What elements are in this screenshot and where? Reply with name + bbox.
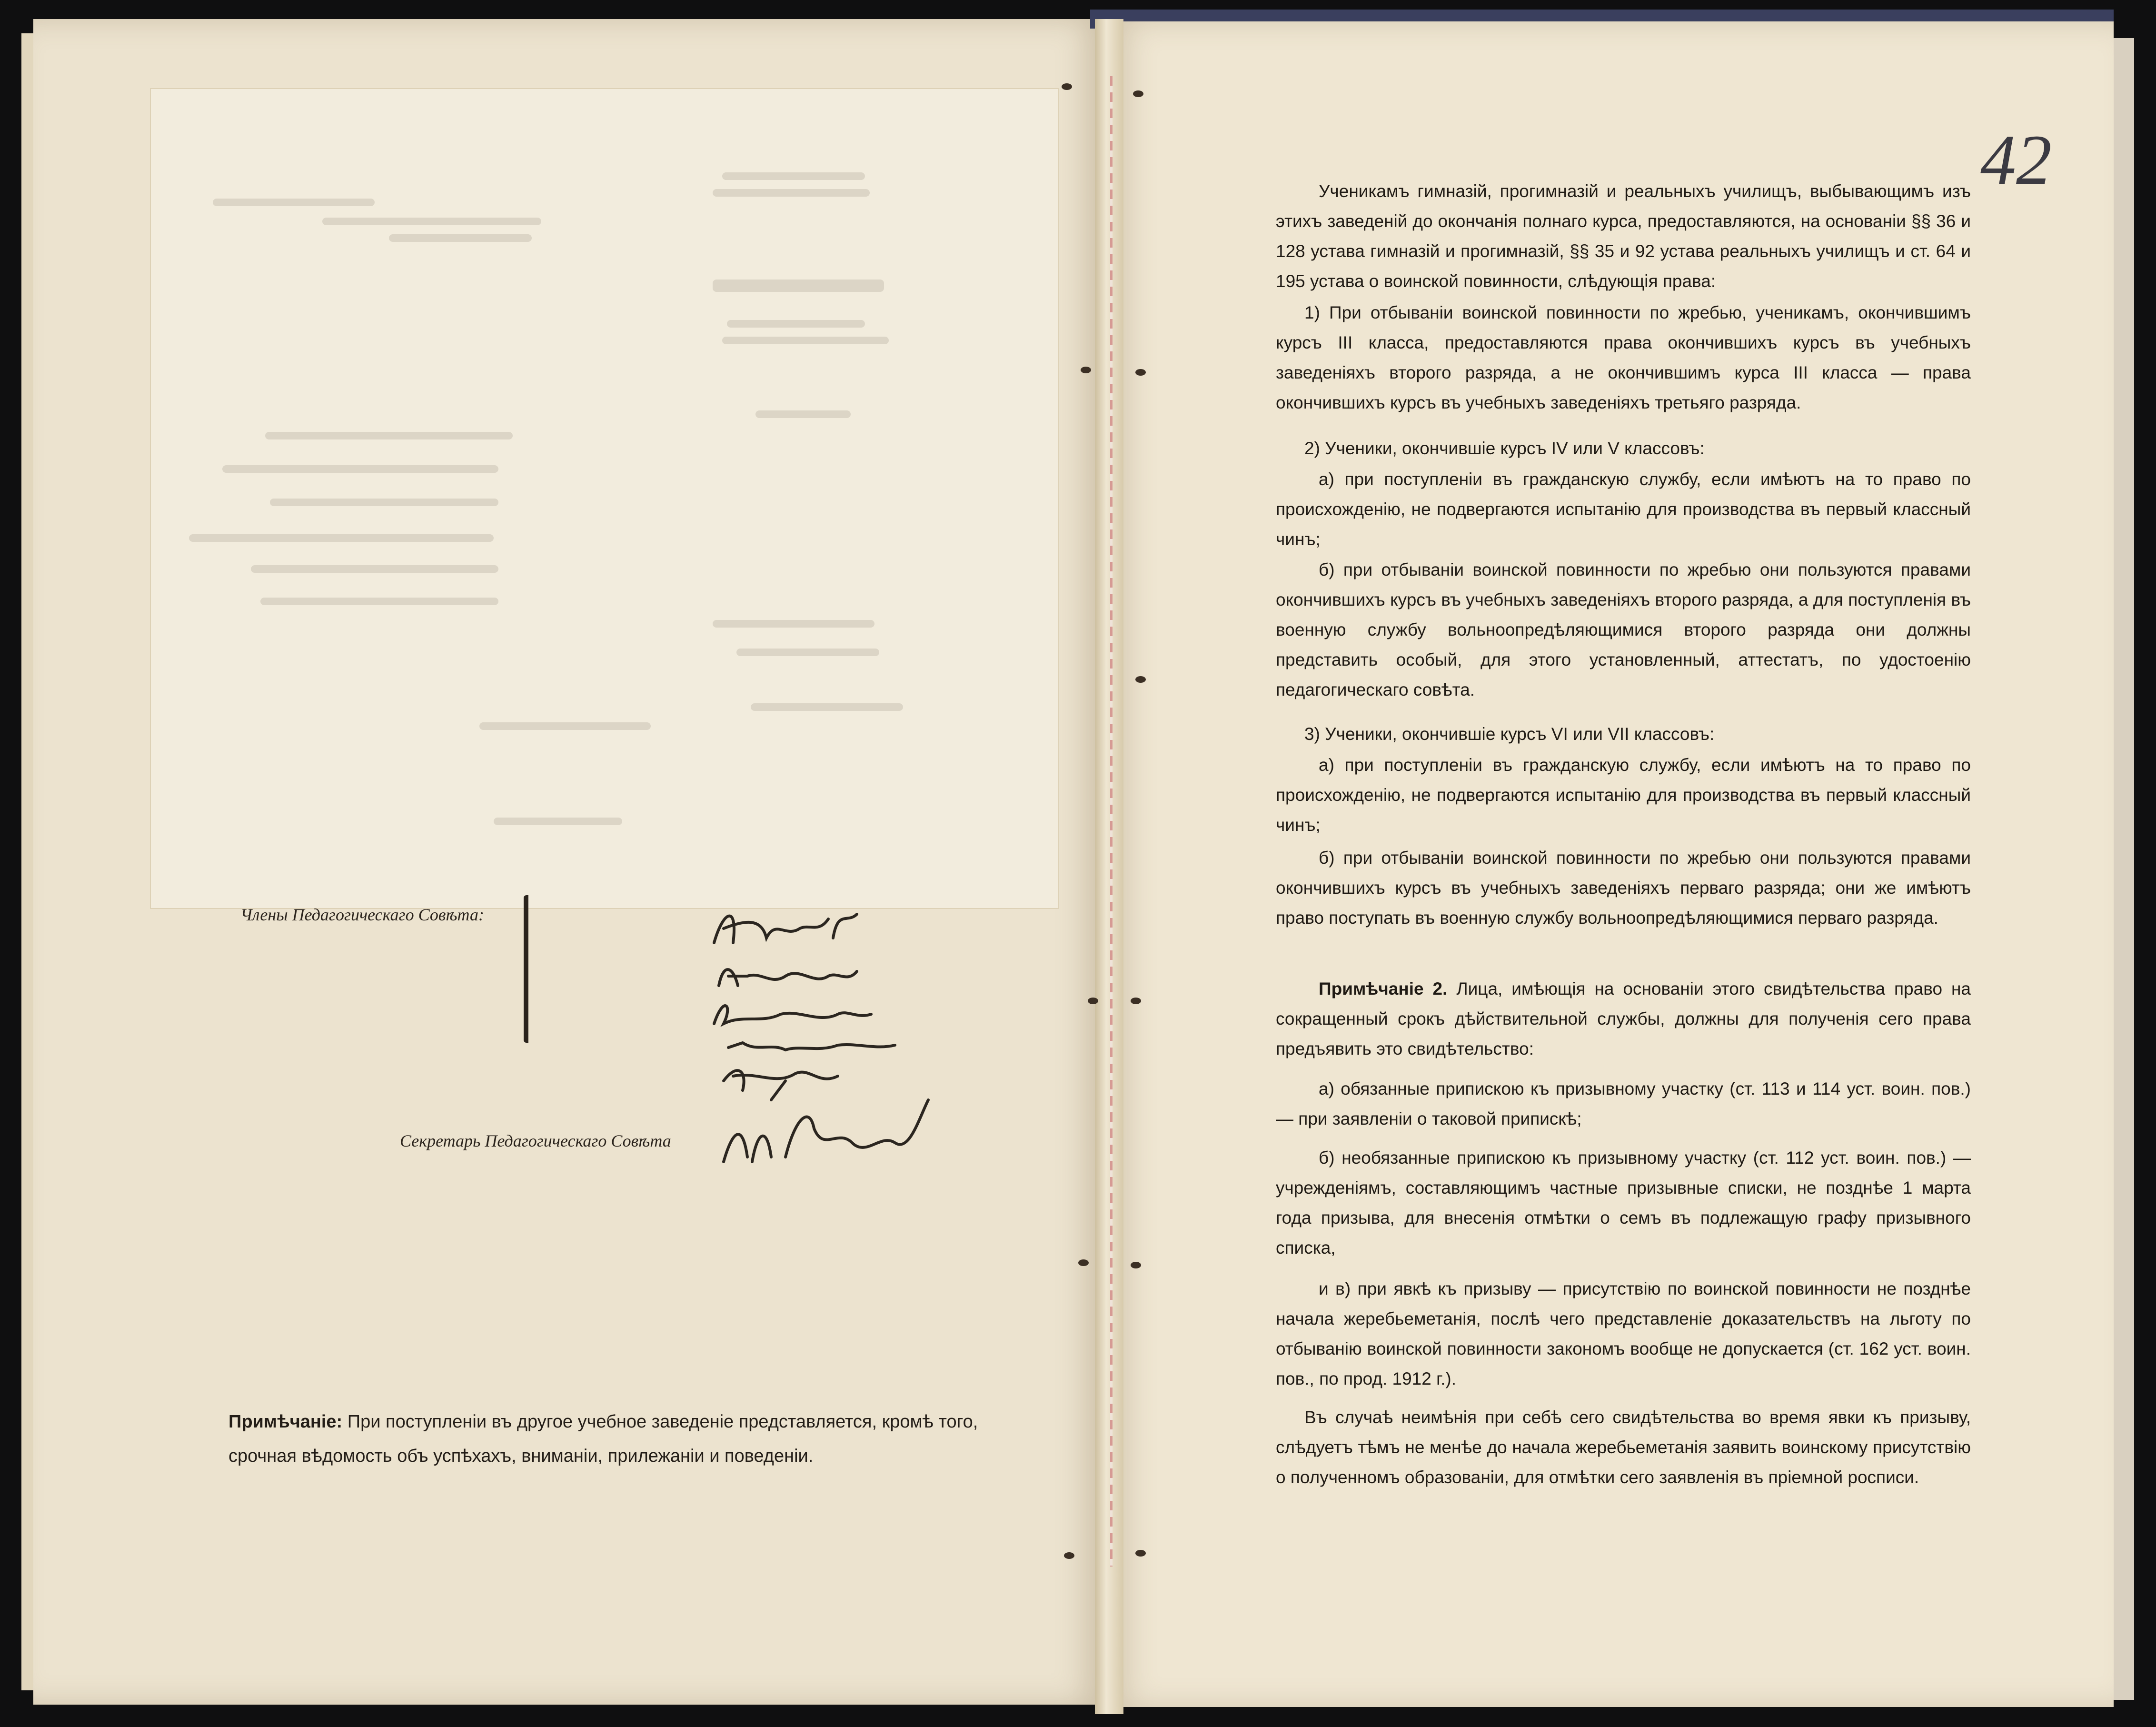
council-signatures <box>705 900 943 1109</box>
note-2b: б) необязанные припискою къ призывному участку (ст. 112 уст. воин. пов.) — учрежденіямъ, составляющимъ частные призывные списки, не позднѣе 1 марта года призыва, для внесенія отмѣтки о семъ въ подлежащую графу призывного списка, <box>1276 1148 1971 1258</box>
show-through-letter <box>150 88 1059 909</box>
binding-hole <box>1078 1259 1089 1266</box>
binding-hole <box>1131 1262 1141 1268</box>
note-2-text: Лица, имѣющія на основаніи этого свидѣтельства право на сокращенный срокъ дѣйствительной службы, должны для полученія сего права предъявить это свидѣтельство: <box>1276 979 1971 1058</box>
page-number: 42 <box>1980 120 2052 200</box>
left-page-note <box>229 1405 990 1473</box>
rights-paragraph-2a: а) при поступленіи въ гражданскую службу, если имѣютъ на то право по происхожденію, не подвергаются испытанію для производства въ первый классный чинъ; <box>1276 469 1971 549</box>
rights-paragraph-3-heading: 3) Ученики, окончившіе курсъ VI или VII классовъ: <box>1304 724 1715 744</box>
note-label: Примѣчаніе: <box>229 1412 343 1432</box>
binding-hole <box>1133 90 1143 97</box>
note-text: При поступленіи въ другое учебное заведеніе представляется, кромѣ того, срочная вѣдомость объ успѣхахъ, вниманіи, прилежаніи и поведеніи. <box>229 1412 978 1466</box>
rights-intro-paragraph: Ученикамъ гимназій, прогимназій и реальныхъ училищъ, выбывающимъ изъ этихъ заведеній до окончанія полнаго курса, предоставляются, на основаніи §§ 36 и 128 устава гимназій и прогимназій, §§ 35 и 92 устава реальныхъ училищъ и ст. 64 и 195 устава о воинской повинности, слѣдующія права: <box>1276 181 1971 291</box>
note-2c: и в) при явкѣ къ призыву — присутствію по воинской повинности не позднѣе начала жеребьеметанія, послѣ чего представленіе доказательствъ на льготу по отбыванію воинской повинности закономъ вообще не допускается (ст. 162 уст. воин. пов., по прод. 1912 г.). <box>1276 1279 1971 1388</box>
binding-hole <box>1135 369 1146 376</box>
note-2-paragraph <box>1276 974 1971 1064</box>
binding-hole <box>1135 1550 1146 1557</box>
rights-paragraph-2-heading: 2) Ученики, окончившіе курсъ IV или V классовъ: <box>1304 439 1705 458</box>
rights-paragraph-1: 1) При отбываніи воинской повинности по жребью, ученикамъ, окончившимъ курсъ III класса, предоставляются права окончившихъ курсъ въ учебныхъ заведеніяхъ второго разряда, а не окончившимъ курса III класса — права окончившихъ курсъ въ учебныхъ заведеніяхъ третьяго разряда. <box>1276 303 1971 412</box>
closing-paragraph: Въ случаѣ неимѣнія при себѣ сего свидѣтельства во время явки къ призыву, слѣдуетъ тѣмъ не менѣе до начала жеребьеметанія заявить воинскому присутствію о полученномъ образованіи, для отмѣтки сего заявленія въ пріемной росписи. <box>1276 1408 1971 1487</box>
members-brace <box>524 895 534 1043</box>
note-2-label: Примѣчаніе 2. <box>1319 979 1448 998</box>
secretary-signature <box>714 1090 933 1176</box>
note-2a: а) обязанные припискою къ призывному участку (ст. 113 и 114 уст. воин. пов.) — при заявленіи о таковой припискѣ; <box>1276 1079 1971 1128</box>
binding-hole <box>1131 998 1141 1004</box>
binding-hole <box>1081 367 1091 373</box>
rights-paragraph-3a: а) при поступленіи въ гражданскую службу, если имѣютъ на то право по происхожденію, не подвергаются испытанію для производства въ первый классный чинъ; <box>1276 755 1971 835</box>
rights-paragraph-3b: б) при отбываніи воинской повинности по жребью они пользуются правами окончившихъ курсъ въ учебныхъ заведеніяхъ перваго разряда; они же имѣютъ право поступать въ военную службу вольноопредѣляющимися перваго разряда. <box>1276 848 1971 928</box>
secretary-label: Секретарь Педагогическаго Совѣта <box>400 1131 671 1150</box>
binding-hole <box>1064 1552 1074 1559</box>
council-members-label: Члены Педагогическаго Совѣта: <box>240 905 484 924</box>
binding-hole <box>1135 676 1146 683</box>
rights-paragraph-2b: б) при отбываніи воинской повинности по жребью они пользуются правами окончившихъ курсъ въ учебныхъ заведеніяхъ второго разряда, а для поступленія въ военную службу вольноопредѣляющимися второго разряда они должны представить особый, для этого установленный, аттестатъ, по удостоенію педагогическаго совѣта. <box>1276 560 1971 699</box>
binding-thread <box>1110 76 1113 1567</box>
binding-hole <box>1062 83 1072 90</box>
binding-hole <box>1088 998 1098 1004</box>
book-spine <box>1095 19 1123 1714</box>
